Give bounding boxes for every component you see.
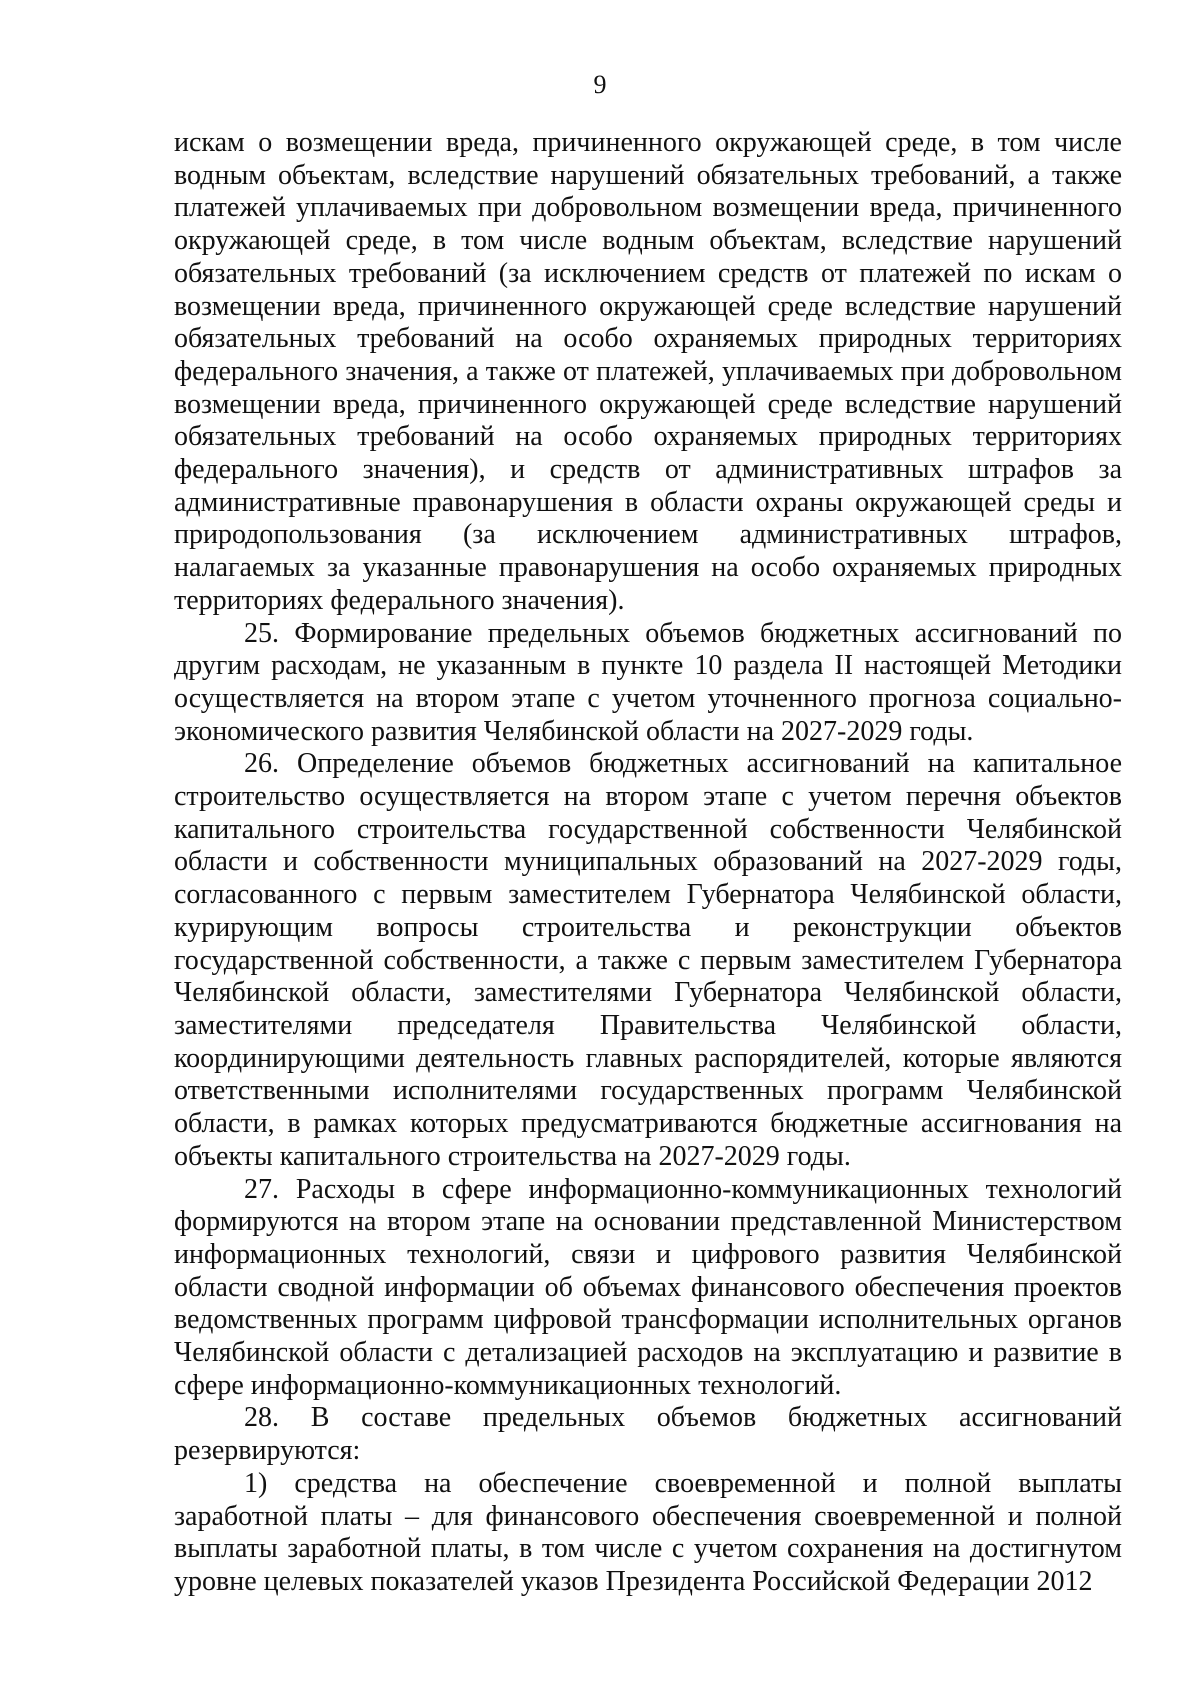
document-body	[174, 127, 1122, 1599]
paragraph-26: 26. Определение объемов бюджетных ассигнований на капитальное строительство осуществляется на втором этапе с учетом перечня объектов капитального строительства государственной собственности Челябинской области и собственности муниципальных образований на 2027-2029 годы, согласованного с первым заместителем Губернатора Челябинской области, курирующим вопросы строительства и реконструкции объектов государственной собственности, а также с первым заместителем Губернатора Челябинской области, заместителями Губернатора Челябинской области, заместителями председателя Правительства Челябинской области, координирующими деятельность главных распорядителей, которые являются ответственными исполнителями государственных программ Челябинской области, в рамках которых предусматриваются бюджетные ассигнования на объекты капитального строительства на 2027-2029 годы.	[174, 748, 1122, 1172]
paragraph-27: 27. Расходы в сфере информационно-коммуникационных технологий формируются на втором этапе на основании представленной Министерством информационных технологий, связи и цифрового развития Челябинской области сводной информации об объемах финансового обеспечения проектов ведомственных программ цифровой трансформации исполнительных органов Челябинской области с детализацией расходов на эксплуатацию и развитие в сфере информационно-коммуникационных технологий.	[174, 1173, 1122, 1401]
paragraph-25: 25. Формирование предельных объемов бюджетных ассигнований по другим расходам, не указанным в пункте 10 раздела II настоящей Методики осуществляется на втором этапе с учетом уточненного прогноза социально-экономического развития Челябинской области на 2027-2029 годы.	[174, 617, 1122, 747]
page-number: 9	[593, 70, 607, 99]
paragraph-28: 28. В составе предельных объемов бюджетных ассигнований резервируются:	[174, 1402, 1122, 1467]
paragraph-continuation: искам о возмещении вреда, причиненного окружающей среде, в том числе водным объектам, вследствие нарушений обязательных требований, а также платежей уплачиваемых при добровольном возмещении вреда, причиненного окружающей среде, в том числе водным объектам, вследствие нарушений обязательных требований (за исключением средств от платежей по искам о возмещении вреда, причиненного окружающей среде вследствие нарушений обязательных требований на особо охраняемых природных территориях федерального значения, а также от платежей, уплачиваемых при добровольном возмещении вреда, причиненного окружающей среде вследствие нарушений обязательных требований на особо охраняемых природных территориях федерального значения), и средств от административных штрафов за административные правонарушения в области охраны окружающей среды и природопользования (за исключением административных штрафов, налагаемых за указанные правонарушения на особо охраняемых природных территориях федерального значения).	[174, 127, 1122, 616]
paragraph-28-item-1: 1) средства на обеспечение своевременной и полной выплаты заработной платы – для финансового обеспечения своевременной и полной выплаты заработной платы, в том числе с учетом сохранения на достигнутом уровне целевых показателей указов Президента Российской Федерации 2012	[174, 1467, 1122, 1597]
